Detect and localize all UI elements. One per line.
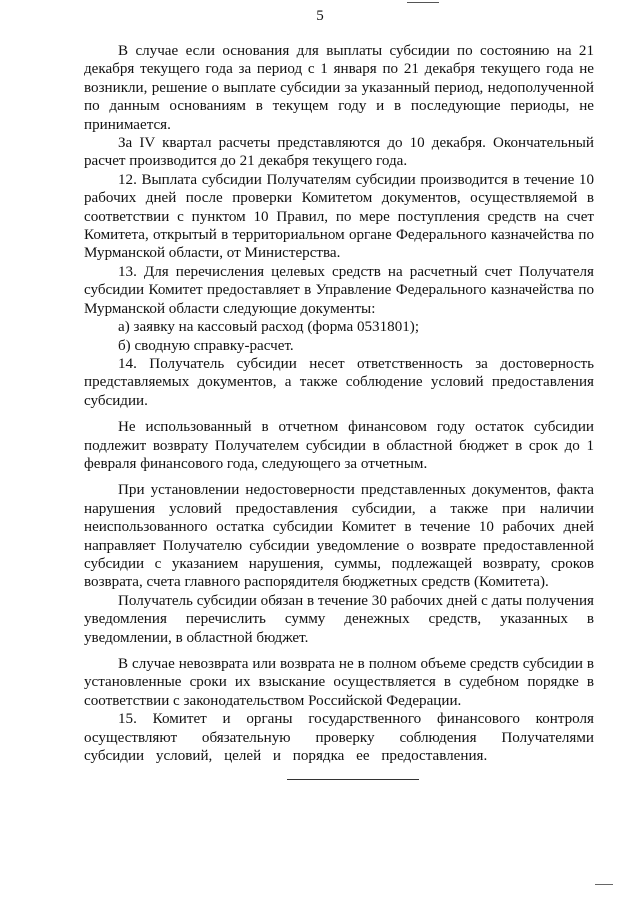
paragraph-subsidy-no-grounds: В случае если основания для выплаты субсидии по состоянию на 21 декабря текущего года за период с 1 января по 21 декабря текущего года не возникли, решение о выплате субсидии за указанный период, недополученной по данным основаниям в текущем году и в последующие периоды, не принимается. [84, 43, 594, 133]
paragraph-item-14: 14. Получатель субсидии несет ответственность за достоверность представляемых документов, а также соблюдение условий предоставления субсидии. [84, 355, 594, 409]
document-body [84, 42, 594, 765]
paragraph-return-deadline: Получатель субсидии обязан в течение 30 рабочих дней с даты получения уведомления перечислить сумму денежных средств, указанных в уведомлении, в областной бюджет. [84, 592, 594, 646]
top-edge-mark [407, 2, 439, 3]
paragraph-court-recovery: В случае невозврата или возврата не в полном объеме средств субсидии в установленные сроки их взыскание осуществляется в судебном порядке в соответствии с законодательством Российской Федерации. [84, 656, 594, 709]
paragraph-item-13: 13. Для перечисления целевых средств на расчетный счет Получателя субсидии Комитет предоставляет в Управление Федерального казначейства по Мурманской области следующие документы: [84, 263, 594, 317]
bottom-corner-mark [595, 884, 613, 885]
paragraph-item-12: 12. Выплата субсидии Получателям субсидии производится в течение 10 рабочих дней после проверки Комитетом документов, осуществляемой в соответствии с пунктом 10 Правил, по мере поступления средств на счет Комитета, открытый в территориальном органе Федерального казначейства по Мурманской области, от Министерства. [84, 171, 594, 262]
paragraph-unused-balance: Не использованный в отчетном финансовом году остаток субсидии подлежит возврату Получателем субсидии в областной бюджет в срок до 1 февраля финансового года, следующего за отчетным. [84, 419, 594, 472]
list-item-a: а) заявку на кассовый расход (форма 0531801); [118, 319, 420, 336]
paragraph-q4-calculations: За IV квартал расчеты представляются до 10 декабря. Окончательный расчет производится до 21 декабря текущего года. [84, 135, 594, 170]
paragraph-violations: При установлении недостоверности представленных документов, факта нарушения условий предоставления субсидии, а также при наличии неиспользованного остатка субсидии Комитет в течение 10 рабочих дней направляет Получателю субсидии уведомление о возврате предоставленной субсидии с указанием нарушения, суммы, подлежащей возврату, сроков возврата, счета главного распорядителя бюджетных средств (Комитета). [84, 482, 594, 591]
document-end-line [287, 779, 419, 780]
list-item-b: б) сводную справку-расчет. [118, 337, 294, 354]
page-number: 5 [316, 8, 324, 24]
paragraph-item-15: 15. Комитет и органы государственного финансового контроля осуществляют обязательную проверку соблюдения Получателями субсидии условий, целей и порядка ее предоставления. [84, 711, 594, 765]
